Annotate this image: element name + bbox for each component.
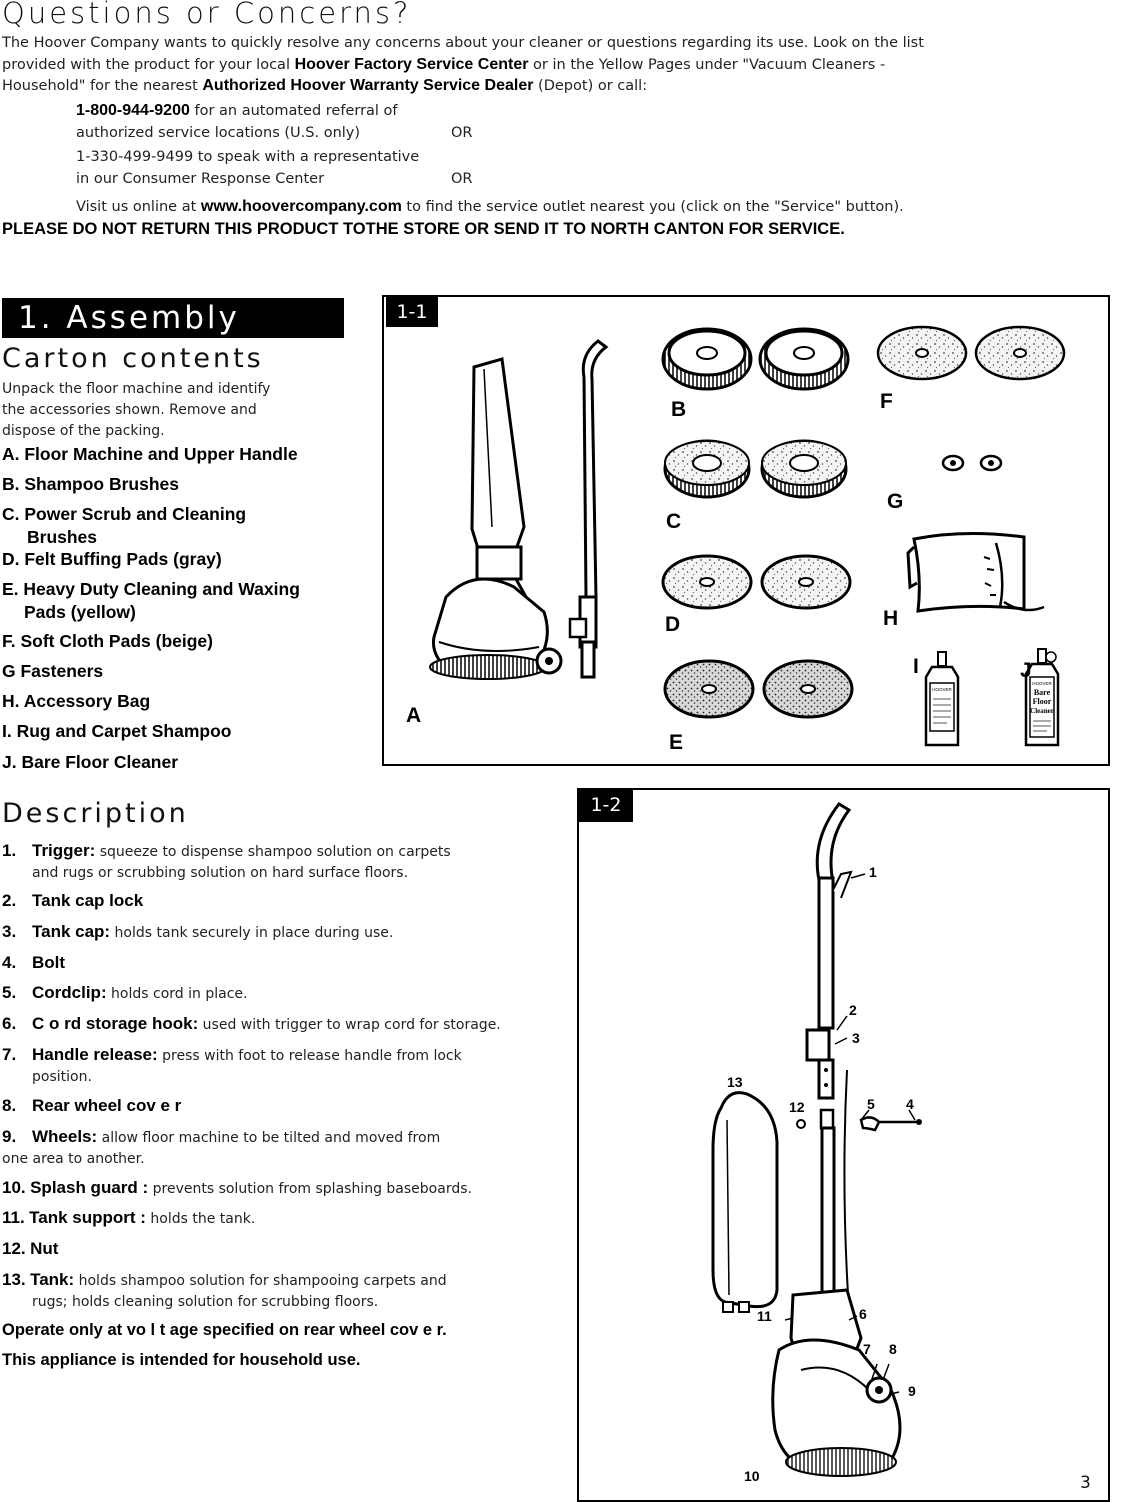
item-e: E. Heavy Duty Cleaning and Waxing — [2, 579, 300, 599]
entry-text: used with trigger to wrap cord for storage. — [198, 1017, 501, 1033]
desc-entry-5 — [2, 982, 562, 1005]
heavy-duty-pads-illustration — [665, 661, 852, 717]
visit-online — [76, 195, 904, 219]
item-b: B. Shampoo Brushes — [2, 474, 179, 494]
callout-7: 7 — [863, 1341, 871, 1357]
contact-phone-1-cont — [76, 122, 496, 145]
desc-entry-11 — [2, 1207, 562, 1230]
bottle-j-line-3: Cleaner — [1030, 707, 1054, 715]
intro-line-3 — [2, 75, 1112, 97]
intro-text: Household" for the nearest — [2, 78, 203, 94]
entry-term: Tank support : — [29, 1208, 146, 1227]
figure-tag: 1-2 — [579, 790, 633, 822]
household-note: This appliance is intended for household use. — [2, 1351, 361, 1369]
felt-pads-illustration — [663, 556, 850, 608]
callout-2: 2 — [849, 1002, 857, 1018]
entry-number: 3. — [2, 922, 17, 941]
desc-entry-7 — [2, 1044, 562, 1088]
entry-term: Handle release: — [32, 1045, 158, 1064]
bottle-j-brand: HOOVER — [1032, 681, 1052, 686]
item-g: G Fasteners — [2, 661, 104, 681]
intro-line-2 — [2, 54, 1112, 76]
callout-13: 13 — [727, 1074, 743, 1090]
entry-number: 1. — [2, 841, 17, 860]
label-i: I — [913, 655, 919, 678]
shampoo-brushes-illustration — [663, 329, 848, 389]
entry-term: Tank cap lock — [32, 891, 144, 910]
entry-text: prevents solution from splashing baseboards. — [148, 1181, 472, 1197]
item-f: F. Soft Cloth Pads (beige) — [2, 631, 213, 651]
entry-number: 11. — [2, 1208, 25, 1227]
callout-12: 12 — [789, 1099, 805, 1115]
scrub-brushes-illustration — [665, 441, 846, 497]
phone-2-desc: in our Consumer Response Center — [76, 171, 325, 187]
figure-tag: 1-1 — [386, 297, 438, 327]
entry-cont: position. — [32, 1069, 92, 1085]
figure-1-2 — [577, 788, 1110, 1502]
callout-5: 5 — [867, 1096, 875, 1112]
bottle-i-brand: HOOVER — [932, 687, 952, 692]
callout-9: 9 — [908, 1383, 916, 1399]
label-c: C — [666, 510, 682, 533]
item-a: A. Floor Machine and Upper Handle — [2, 444, 298, 464]
desc-entry-8 — [2, 1095, 562, 1118]
entry-term: Bolt — [32, 953, 66, 972]
entry-cont: one area to another. — [2, 1151, 145, 1167]
entry-text: holds shampoo solution for shampooing carpets and — [74, 1273, 447, 1289]
fasteners-illustration — [943, 456, 1001, 470]
intro-text: or in the Yellow Pages under "Vacuum Cleaners - — [528, 57, 886, 73]
entry-term: C o rd storage hook: — [32, 1014, 199, 1033]
label-j: J — [1020, 659, 1032, 682]
desc-entry-1 — [2, 840, 562, 884]
phone-1-desc: for an automated referral of — [189, 103, 398, 119]
item-e-cont: Pads (yellow) — [24, 602, 136, 622]
entry-number: 6. — [2, 1014, 17, 1033]
soft-cloth-pads-illustration — [878, 327, 1064, 379]
callout-8: 8 — [889, 1341, 897, 1357]
item-c: C. Power Scrub and Cleaning — [2, 504, 247, 524]
entry-term: Wheels: — [32, 1127, 98, 1146]
or-label: OR — [451, 125, 473, 141]
entry-number: 7. — [2, 1045, 17, 1064]
carton-text-1: Unpack the floor machine and identify — [2, 381, 271, 397]
entry-cont: rugs; holds cleaning solution for scrubbing floors. — [32, 1294, 379, 1310]
entry-text: allow floor machine to be tilted and moved from — [97, 1130, 441, 1146]
contact-phone-2: 1-330-499-9499 to speak with a representative — [76, 149, 420, 165]
phone-1-desc: authorized service locations (U.S. only) — [76, 125, 361, 141]
label-g: G — [887, 490, 904, 513]
entry-term: Tank cap: — [32, 922, 111, 941]
callout-11: 11 — [757, 1308, 772, 1324]
visit-text: Visit us online at — [76, 199, 201, 215]
bottle-j-line-2: Floor — [1032, 697, 1052, 706]
entry-number: 2. — [2, 891, 17, 910]
entry-text: holds the tank. — [145, 1211, 256, 1227]
intro-text: (Depot) or call: — [533, 78, 648, 94]
entry-number: 8. — [2, 1096, 17, 1115]
accessories-illustration — [384, 297, 1108, 764]
intro-line-1: The Hoover Company wants to quickly resolve any concerns about your cleaner or questions regarding its use. Look on the list — [2, 35, 924, 51]
contact-phone-1 — [76, 99, 398, 123]
entry-text: holds cord in place. — [106, 986, 248, 1002]
section-header-assembly: 1. Assembly — [2, 298, 344, 338]
callout-6: 6 — [859, 1306, 867, 1322]
carton-text-2: the accessories shown. Remove and — [2, 402, 257, 418]
visit-text: to find the service outlet nearest you (click on the "Service" button). — [401, 199, 904, 215]
factory-service-center: Hoover Factory Service Center — [294, 56, 529, 73]
description-title: Description — [2, 798, 189, 829]
bottle-j-line-1: Bare — [1033, 688, 1051, 697]
website-link[interactable]: www.hoovercompany.com — [200, 198, 402, 215]
desc-entry-13 — [2, 1269, 562, 1313]
return-warning: PLEASE DO NOT RETURN THIS PRODUCT TOTHE STORE OR SEND IT TO NORTH CANTON FOR SERVICE. — [2, 220, 845, 238]
item-i: I. Rug and Carpet Shampoo — [2, 721, 232, 741]
machine-parts-illustration — [579, 790, 1108, 1500]
entry-term: Splash guard : — [30, 1178, 149, 1197]
intro-text: provided with the product for your local — [2, 57, 295, 73]
label-a: A — [406, 704, 422, 727]
entry-number: 5. — [2, 983, 17, 1002]
callout-1: 1 — [869, 864, 877, 880]
authorized-dealer: Authorized Hoover Warranty Service Dealer — [202, 77, 534, 94]
accessory-bag-illustration — [908, 533, 1044, 611]
entry-number: 10. — [2, 1178, 26, 1197]
phone-number-1: 1-800-944-9200 — [76, 102, 190, 119]
bolt-and-clip — [797, 1117, 922, 1130]
figure-1-1 — [382, 295, 1110, 766]
entry-term: Trigger: — [32, 841, 96, 860]
tank-illustration — [713, 1093, 777, 1312]
label-d: D — [665, 613, 681, 636]
entry-cont: and rugs or scrubbing solution on hard surface floors. — [32, 865, 409, 881]
label-b: B — [671, 398, 687, 421]
item-d: D. Felt Buffing Pads (gray) — [2, 549, 222, 569]
entry-number: 9. — [2, 1127, 17, 1146]
questions-title: Questions or Concerns? — [2, 0, 412, 30]
carton-contents-title: Carton contents — [2, 343, 264, 374]
label-e: E — [669, 731, 684, 754]
desc-entry-9 — [2, 1126, 562, 1170]
callout-3: 3 — [852, 1030, 860, 1046]
desc-entry-2 — [2, 890, 562, 913]
entry-term: Rear wheel cov e r — [32, 1096, 182, 1115]
entry-term: Tank: — [30, 1270, 75, 1289]
item-h: H. Accessory Bag — [2, 691, 151, 711]
floor-machine-illustration — [430, 359, 561, 679]
contact-phone-2-cont — [76, 168, 496, 191]
item-c-cont: Brushes — [27, 527, 98, 547]
entry-term: Nut — [30, 1239, 59, 1258]
label-h: H — [883, 607, 899, 630]
entry-term: Cordclip: — [32, 983, 107, 1002]
desc-entry-12 — [2, 1238, 562, 1261]
voltage-note: Operate only at vo l t age specified on rear wheel cov e r. — [2, 1321, 447, 1339]
entry-text: squeeze to dispense shampoo solution on carpets — [95, 844, 451, 860]
callout-10: 10 — [744, 1468, 760, 1484]
entry-text: holds tank securely in place during use. — [110, 925, 394, 941]
desc-entry-10 — [2, 1177, 562, 1200]
item-j: J. Bare Floor Cleaner — [2, 752, 179, 772]
label-f: F — [880, 390, 893, 413]
desc-entry-4 — [2, 952, 562, 975]
entry-number: 13. — [2, 1270, 26, 1289]
handle-assembly — [807, 804, 851, 1310]
upper-handle-illustration — [570, 341, 606, 677]
desc-entry-6 — [2, 1013, 562, 1036]
page-number: 3 — [1080, 1473, 1091, 1493]
carton-text-3: dispose of the packing. — [2, 423, 165, 439]
desc-entry-3 — [2, 921, 562, 944]
entry-text: press with foot to release handle from lock — [157, 1048, 462, 1064]
callout-4: 4 — [906, 1096, 914, 1112]
entry-number: 12. — [2, 1239, 26, 1258]
shampoo-bottle-illustration — [926, 652, 958, 745]
entry-number: 4. — [2, 953, 17, 972]
or-label: OR — [451, 171, 473, 187]
